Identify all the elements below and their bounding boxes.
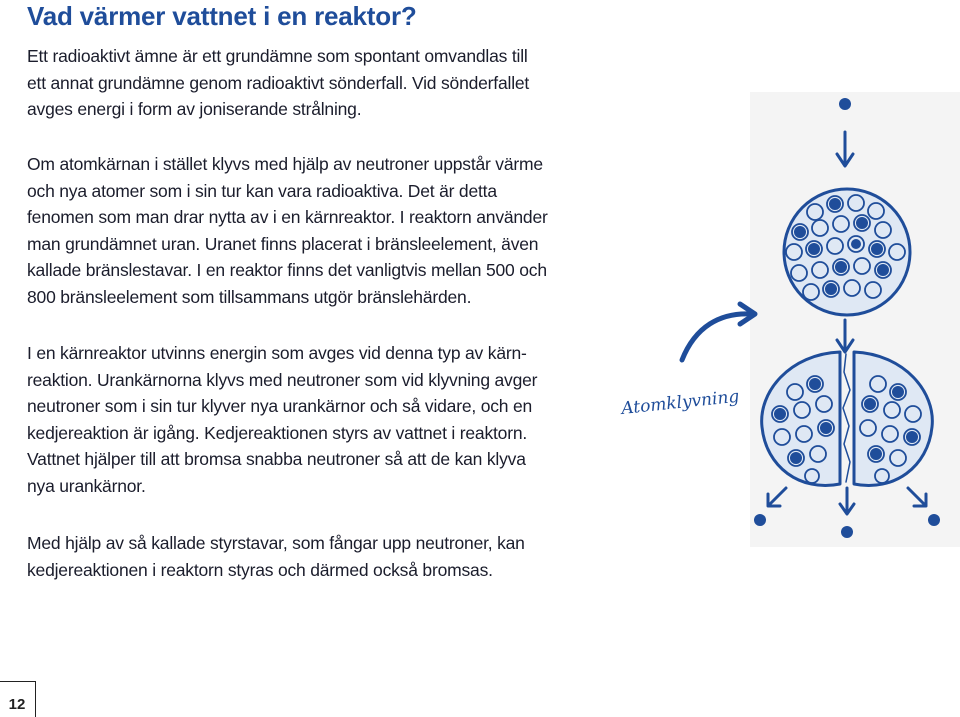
text-line: ett annat grundämne genom radioaktivt sönderfall. Vid sönderfallet bbox=[27, 72, 530, 93]
text-line: Med hjälp av så kallade styrstavar, som fångar upp neutroner, kan bbox=[27, 533, 525, 553]
text-line: Om atomkärnan i stället klyvs med hjälp av neutroner uppstår värme bbox=[27, 154, 543, 174]
control-rods-paragraph bbox=[27, 530, 547, 583]
neutron-icon bbox=[839, 98, 851, 110]
text-line: kedjereaktion är igång. Kedjereaktionen styrs av vattnet i reaktorn. bbox=[27, 422, 528, 443]
neutron-icon bbox=[841, 526, 853, 538]
neutron-icon bbox=[754, 514, 766, 526]
intro-paragraph bbox=[27, 43, 547, 123]
fission-drawing bbox=[600, 92, 960, 547]
text-line: Vattnet hjälper till att bromsa snabba neutroner så att de kan klyva bbox=[27, 449, 526, 470]
text-line: 800 bränsleelement som tillsammans utgör bränslehärden. bbox=[27, 286, 472, 307]
illustration-label: Atomklyvning bbox=[620, 386, 741, 419]
text-line: I en kärnreaktor utvinns energin som avges vid denna typ av kärn- bbox=[27, 343, 527, 363]
page-number-box bbox=[0, 681, 36, 717]
text-line: kedjereaktionen i reaktorn styras och därmed också bromsas. bbox=[27, 559, 493, 580]
chain-reaction-paragraph bbox=[27, 340, 547, 500]
text-line: och nya atomer som i sin tur kan vara radioaktiva. Det är detta bbox=[27, 180, 497, 201]
text-line: man grundämnet uran. Uranet finns placerat i bränsleelement, även bbox=[27, 233, 539, 254]
page-title: Vad värmer vattnet i en reaktor? bbox=[27, 1, 417, 31]
text-line: reaktion. Urankärnorna klyvs med neutroner som vid klyvning avger bbox=[27, 369, 538, 390]
neutron-icon bbox=[928, 514, 940, 526]
fission-paragraph bbox=[27, 151, 547, 311]
uranium-nucleus-icon bbox=[784, 189, 910, 315]
text-line: avges energi i form av joniserande strålning. bbox=[27, 99, 362, 120]
text-line: nya urankärnor. bbox=[27, 475, 146, 496]
page-number: 12 bbox=[8, 696, 26, 713]
text-line: kallade bränslestavar. I en reaktor finns det vanligtvis mellan 500 och bbox=[27, 260, 547, 281]
text-line: fenomen som man drar nytta av i en kärnreaktor. I reaktorn använder bbox=[27, 207, 548, 228]
fission-illustration bbox=[600, 92, 960, 547]
text-line: Ett radioaktivt ämne är ett grundämne som spontant omvandlas till bbox=[27, 46, 528, 66]
text-line: neutroner som i sin tur klyver nya urankärnor och så vidare, och en bbox=[27, 396, 533, 417]
